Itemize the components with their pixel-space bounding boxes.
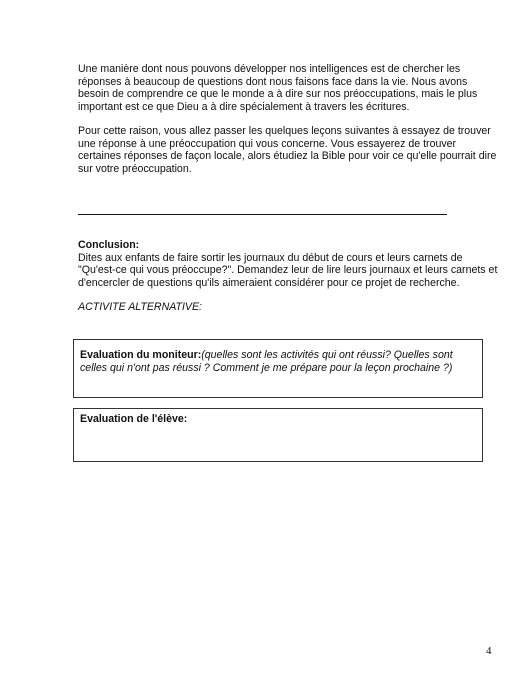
horizontal-rule — [78, 214, 447, 215]
alternative-activity-heading: ACTIVITE ALTERNATIVE: — [78, 301, 203, 313]
conclusion-section — [78, 239, 498, 289]
monitor-evaluation-prompt: (quelles sont les activités qui ont réussi? Quelles sont celles qui n'ont pas réussi ? Comment je me prépare pour la leçon prochaine ?) — [80, 349, 453, 374]
student-evaluation-label: Evaluation de l'élève: — [80, 413, 188, 425]
intro-paragraph: Une manière dont nous pouvons développer nos intelligences est de chercher les réponses à beaucoup de questions dont nous faisons face dans la vie. Nous avons besoin de comprendre ce que le monde a à dire sur nos préoccupations, mais le plus important est ce que Dieu a à dire spécialement à travers les écritures. — [78, 63, 478, 113]
monitor-evaluation-label: Evaluation du moniteur: — [80, 349, 202, 361]
page-number: 4 — [486, 645, 492, 657]
student-evaluation-box — [73, 408, 483, 462]
reason-paragraph: Pour cette raison, vous allez passer les quelques leçons suivantes à essayez de trouver une réponse à une préoccupation qui vous concerne. Vous essayerez de trouver certaines réponses de façon locale, alors étudiez la Bible pour voir ce qu'elle pourrait dire sur votre préoccupation. — [78, 125, 497, 175]
monitor-evaluation-box — [73, 339, 483, 398]
conclusion-text: Dites aux enfants de faire sortir les journaux du début de cours et leurs carnets de "Qu'est-ce qui vous préoccupe?". Demandez leur de lire leurs journaux et leurs carnets et d'encercler de questions qu'ils aimeraient considérer pour ce projet de recherche. — [78, 251, 498, 289]
conclusion-heading: Conclusion: — [78, 239, 140, 251]
